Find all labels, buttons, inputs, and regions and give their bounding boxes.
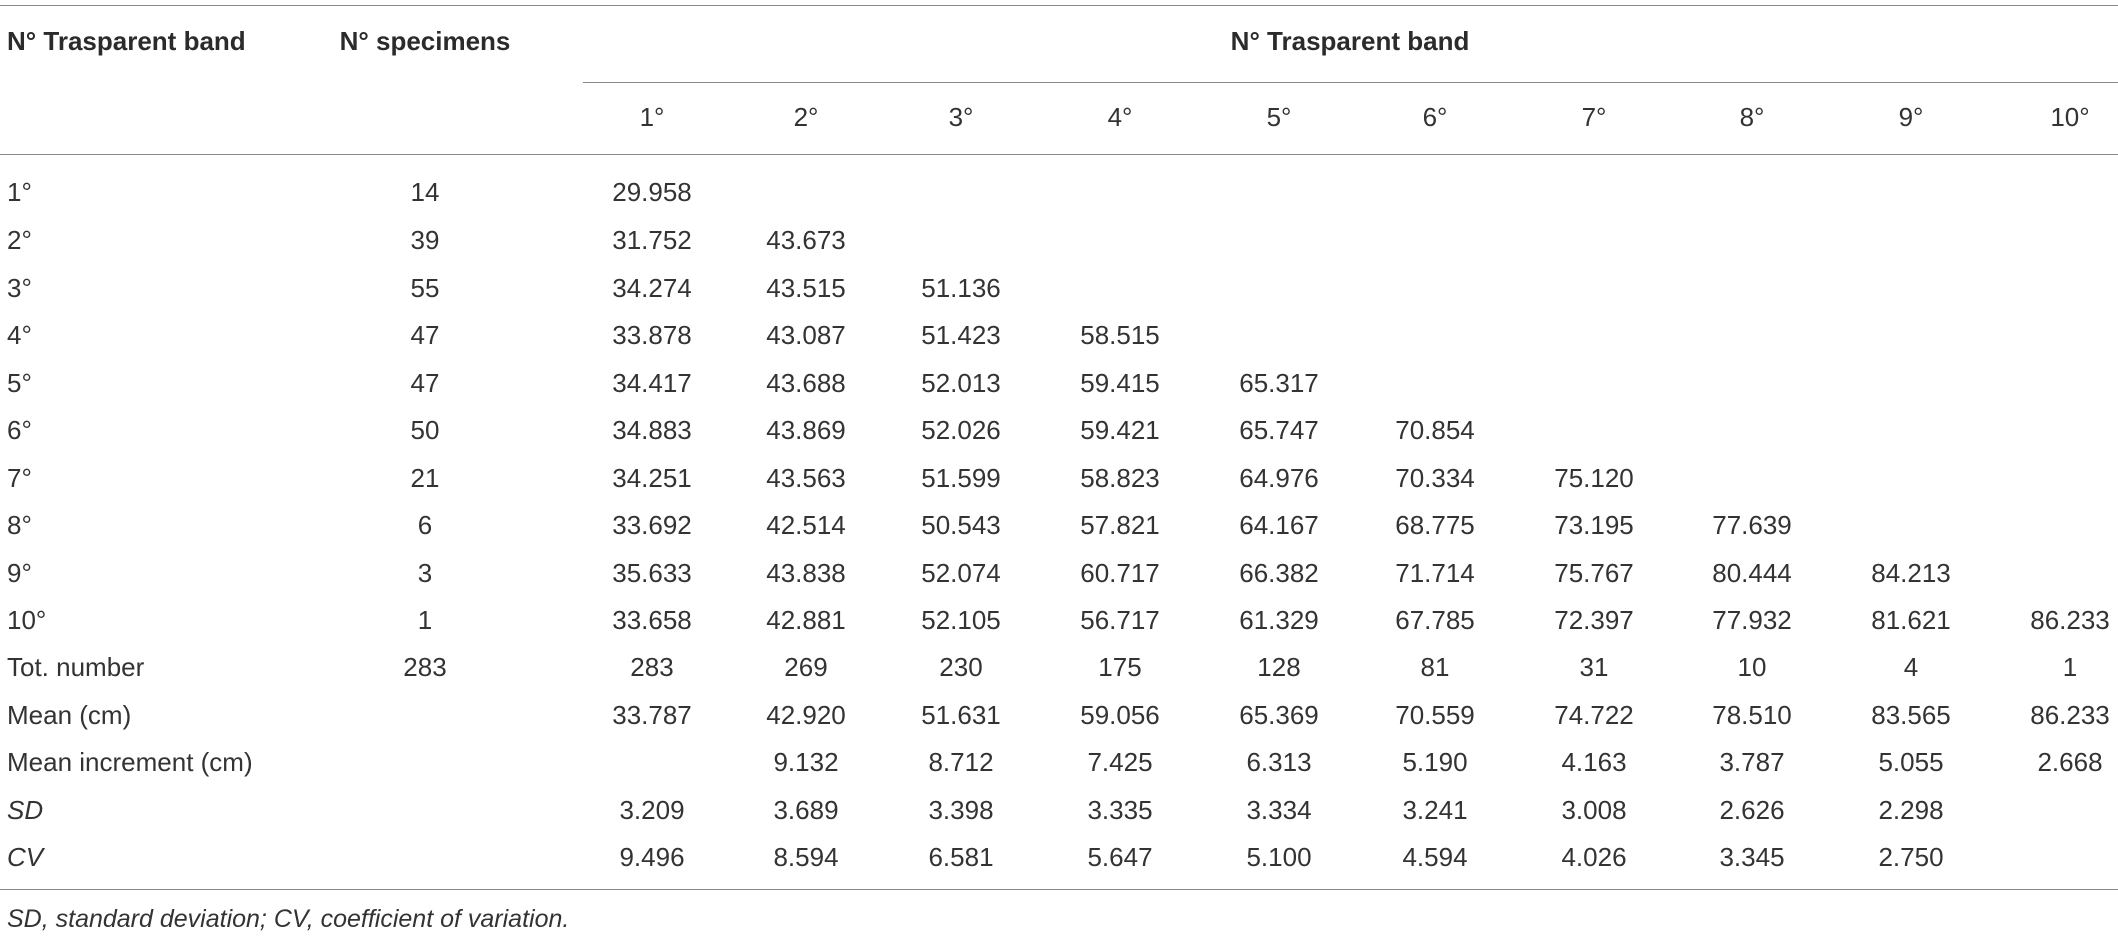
value-cell: 75.767 xyxy=(1554,558,1634,588)
value-cell: 43.869 xyxy=(766,415,846,445)
value-cell: 81.621 xyxy=(1871,605,1951,635)
value-cell: 33.692 xyxy=(612,510,692,540)
band-header-8: 8° xyxy=(1739,102,1765,132)
row-label: Tot. number xyxy=(7,652,145,682)
value-cell: 58.515 xyxy=(1080,320,1160,350)
band-header-5: 5° xyxy=(1266,102,1292,132)
value-cell: 52.105 xyxy=(921,605,1001,635)
specimens-cell: 47 xyxy=(410,320,440,350)
value-cell: 33.787 xyxy=(612,700,692,730)
value-cell: 78.510 xyxy=(1712,700,1792,730)
value-cell: 57.821 xyxy=(1080,510,1160,540)
value-cell: 6.313 xyxy=(1246,747,1312,777)
header-trasparent-band: N° Trasparent band xyxy=(7,26,246,56)
value-cell: 4 xyxy=(1903,652,1919,682)
row-label: Mean increment (cm) xyxy=(7,747,253,777)
bottom-rule xyxy=(0,889,2118,890)
value-cell: 43.673 xyxy=(766,225,846,255)
value-cell: 65.747 xyxy=(1239,415,1319,445)
value-cell: 59.415 xyxy=(1080,368,1160,398)
value-cell: 5.190 xyxy=(1402,747,1468,777)
value-cell: 50.543 xyxy=(921,510,1001,540)
value-cell: 6.581 xyxy=(928,842,994,872)
band-header-3: 3° xyxy=(948,102,974,132)
row-label: 1° xyxy=(7,177,32,207)
row-label: 3° xyxy=(7,273,32,303)
row-label: 7° xyxy=(7,463,32,493)
value-cell: 77.932 xyxy=(1712,605,1792,635)
value-cell: 75.120 xyxy=(1554,463,1634,493)
band-header-6: 6° xyxy=(1422,102,1448,132)
row-label: CV xyxy=(7,842,44,872)
specimens-cell: 14 xyxy=(410,177,440,207)
value-cell: 34.883 xyxy=(612,415,692,445)
value-cell: 42.920 xyxy=(766,700,846,730)
value-cell: 4.026 xyxy=(1561,842,1627,872)
value-cell: 60.717 xyxy=(1080,558,1160,588)
value-cell: 70.559 xyxy=(1395,700,1475,730)
specimens-cell: 283 xyxy=(403,652,447,682)
value-cell: 3.008 xyxy=(1561,795,1627,825)
value-cell: 33.878 xyxy=(612,320,692,350)
band-header-10: 10° xyxy=(2050,102,2090,132)
value-cell: 3.334 xyxy=(1246,795,1312,825)
top-rule xyxy=(0,5,2118,6)
specimens-cell: 47 xyxy=(410,368,440,398)
value-cell: 2.668 xyxy=(2037,747,2103,777)
value-cell: 8.712 xyxy=(928,747,994,777)
value-cell: 3.345 xyxy=(1719,842,1785,872)
header-specimens: N° specimens xyxy=(339,26,511,56)
value-cell: 5.647 xyxy=(1087,842,1153,872)
value-cell: 51.599 xyxy=(921,463,1001,493)
value-cell: 31 xyxy=(1579,652,1609,682)
header-band-group: N° Trasparent band xyxy=(1230,26,1470,56)
value-cell: 43.563 xyxy=(766,463,846,493)
value-cell: 80.444 xyxy=(1712,558,1792,588)
value-cell: 86.233 xyxy=(2030,700,2110,730)
value-cell: 58.823 xyxy=(1080,463,1160,493)
row-label: 10° xyxy=(7,605,47,635)
value-cell: 64.167 xyxy=(1239,510,1319,540)
specimens-cell: 55 xyxy=(410,273,440,303)
value-cell: 51.136 xyxy=(921,273,1001,303)
value-cell: 51.423 xyxy=(921,320,1001,350)
specimens-cell: 21 xyxy=(410,463,440,493)
value-cell: 42.514 xyxy=(766,510,846,540)
value-cell: 70.334 xyxy=(1395,463,1475,493)
value-cell: 3.398 xyxy=(928,795,994,825)
value-cell: 73.195 xyxy=(1554,510,1634,540)
value-cell: 5.055 xyxy=(1878,747,1944,777)
value-cell: 43.838 xyxy=(766,558,846,588)
value-cell: 74.722 xyxy=(1554,700,1634,730)
value-cell: 42.881 xyxy=(766,605,846,635)
value-cell: 52.074 xyxy=(921,558,1001,588)
row-label: 5° xyxy=(7,368,32,398)
value-cell: 3.209 xyxy=(619,795,685,825)
specimens-cell: 39 xyxy=(410,225,440,255)
value-cell: 29.958 xyxy=(612,177,692,207)
value-cell: 3.787 xyxy=(1719,747,1785,777)
value-cell: 56.717 xyxy=(1080,605,1160,635)
value-cell: 84.213 xyxy=(1871,558,1951,588)
value-cell: 3.335 xyxy=(1087,795,1153,825)
specimens-cell: 6 xyxy=(417,510,433,540)
value-cell: 77.639 xyxy=(1712,510,1792,540)
value-cell: 283 xyxy=(630,652,674,682)
value-cell: 65.317 xyxy=(1239,368,1319,398)
value-cell: 71.714 xyxy=(1395,558,1475,588)
row-label: SD xyxy=(7,795,44,825)
row-label: Mean (cm) xyxy=(7,700,132,730)
value-cell: 4.594 xyxy=(1402,842,1468,872)
specimens-cell: 3 xyxy=(417,558,433,588)
value-cell: 72.397 xyxy=(1554,605,1634,635)
value-cell: 5.100 xyxy=(1246,842,1312,872)
value-cell: 34.251 xyxy=(612,463,692,493)
group-header-rule xyxy=(583,82,2118,83)
band-header-2: 2° xyxy=(793,102,819,132)
value-cell: 43.515 xyxy=(766,273,846,303)
value-cell: 9.496 xyxy=(619,842,685,872)
value-cell: 2.750 xyxy=(1878,842,1944,872)
value-cell: 70.854 xyxy=(1395,415,1475,445)
row-label: 6° xyxy=(7,415,32,445)
band-header-4: 4° xyxy=(1107,102,1133,132)
value-cell: 2.626 xyxy=(1719,795,1785,825)
value-cell: 34.274 xyxy=(612,273,692,303)
value-cell: 83.565 xyxy=(1871,700,1951,730)
value-cell: 66.382 xyxy=(1239,558,1319,588)
row-label: 4° xyxy=(7,320,32,350)
specimens-cell: 50 xyxy=(410,415,440,445)
value-cell: 1 xyxy=(2062,652,2078,682)
value-cell: 59.421 xyxy=(1080,415,1160,445)
value-cell: 43.688 xyxy=(766,368,846,398)
value-cell: 269 xyxy=(784,652,828,682)
header-bottom-rule xyxy=(0,154,2118,155)
value-cell: 86.233 xyxy=(2030,605,2110,635)
value-cell: 175 xyxy=(1098,652,1142,682)
value-cell: 43.087 xyxy=(766,320,846,350)
value-cell: 64.976 xyxy=(1239,463,1319,493)
value-cell: 81 xyxy=(1420,652,1450,682)
value-cell: 61.329 xyxy=(1239,605,1319,635)
footnote: SD, standard deviation; CV, coefficient of variation. xyxy=(7,905,570,933)
value-cell: 33.658 xyxy=(612,605,692,635)
value-cell: 8.594 xyxy=(773,842,839,872)
value-cell: 52.013 xyxy=(921,368,1001,398)
value-cell: 2.298 xyxy=(1878,795,1944,825)
value-cell: 10 xyxy=(1737,652,1767,682)
value-cell: 34.417 xyxy=(612,368,692,398)
specimens-cell: 1 xyxy=(417,605,433,635)
value-cell: 67.785 xyxy=(1395,605,1475,635)
value-cell: 3.689 xyxy=(773,795,839,825)
value-cell: 65.369 xyxy=(1239,700,1319,730)
band-header-7: 7° xyxy=(1581,102,1607,132)
value-cell: 9.132 xyxy=(773,747,839,777)
row-label: 9° xyxy=(7,558,32,588)
value-cell: 128 xyxy=(1257,652,1301,682)
value-cell: 52.026 xyxy=(921,415,1001,445)
value-cell: 7.425 xyxy=(1087,747,1153,777)
band-header-9: 9° xyxy=(1898,102,1924,132)
value-cell: 230 xyxy=(939,652,983,682)
band-header-1: 1° xyxy=(639,102,665,132)
row-label: 8° xyxy=(7,510,32,540)
value-cell: 35.633 xyxy=(612,558,692,588)
value-cell: 4.163 xyxy=(1561,747,1627,777)
value-cell: 51.631 xyxy=(921,700,1001,730)
value-cell: 59.056 xyxy=(1080,700,1160,730)
value-cell: 3.241 xyxy=(1402,795,1468,825)
row-label: 2° xyxy=(7,225,32,255)
value-cell: 31.752 xyxy=(612,225,692,255)
value-cell: 68.775 xyxy=(1395,510,1475,540)
